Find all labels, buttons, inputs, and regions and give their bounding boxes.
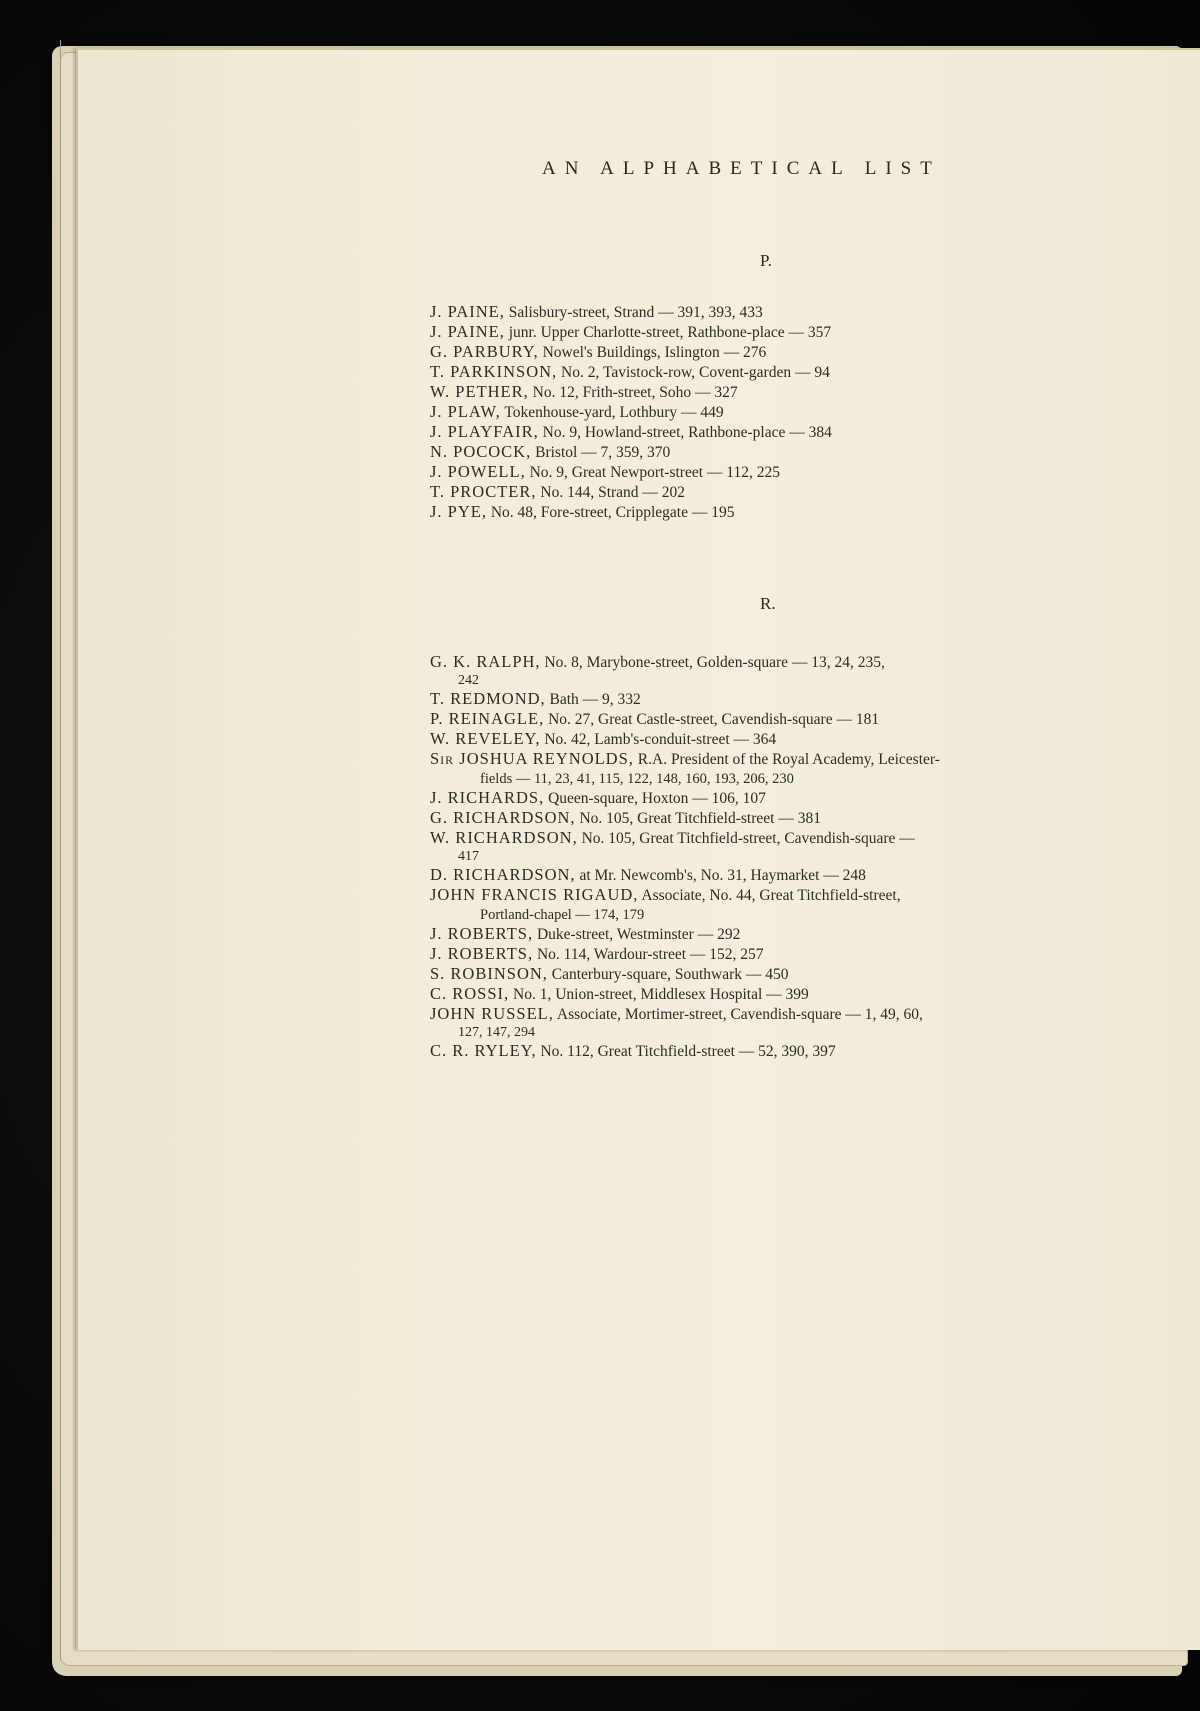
list-entry: T. REDMOND, Bath — 9, 332 <box>430 689 641 708</box>
list-entry: J. PYE, No. 48, Fore-street, Cripplegate — 195 <box>430 502 735 521</box>
list-entry: J. PLAYFAIR, No. 9, Howland-street, Rathbone-place — 384 <box>430 422 832 441</box>
list-entry: S. ROBINSON, Canterbury-square, Southwark — 450 <box>430 964 789 983</box>
list-entry: N. POCOCK, Bristol — 7, 359, 370 <box>430 442 671 461</box>
list-entry: T. PARKINSON, No. 2, Tavistock-row, Covent-garden — 94 <box>430 362 830 381</box>
list-entry: J. PAINE, junr. Upper Charlotte-street, Rathbone-place — 357 <box>430 322 832 341</box>
list-entry: W. REVELEY, No. 42, Lamb's-conduit-street — 364 <box>430 729 777 748</box>
list-entry: J. RICHARDS, Queen-square, Hoxton — 106, 107 <box>430 788 766 807</box>
list-entry: C. R. RYLEY, No. 112, Great Titchfield-street — 52, 390, 397 <box>430 1041 836 1060</box>
list-entry: W. RICHARDSON, No. 105, Great Titchfield-street, Cavendish-square — 417 <box>430 828 915 864</box>
list-entry: Sir JOSHUA REYNOLDS, R.A. President of the Royal Academy, Leicester- fields — 11, 23, 41, 115, 122, 148, 160, 193, 206, 230 <box>430 749 940 787</box>
list-entry: P. REINAGLE, No. 27, Great Castle-street, Cavendish-square — 181 <box>430 709 880 728</box>
page-header-title: AN ALPHABETICAL LIST <box>542 158 941 179</box>
list-entry: T. PROCTER, No. 144, Strand — 202 <box>430 482 686 501</box>
list-entry: G. RICHARDSON, No. 105, Great Titchfield-street — 381 <box>430 808 821 827</box>
list-entry: C. ROSSI, No. 1, Union-street, Middlesex Hospital — 399 <box>430 984 809 1003</box>
entries-list-p <box>430 302 1130 522</box>
list-entry: JOHN RUSSEL, Associate, Mortimer-street, Cavendish-square — 1, 49, 60, 127, 147, 294 <box>430 1004 923 1040</box>
section-heading-r: R. <box>760 594 776 613</box>
list-entry: J. POWELL, No. 9, Great Newport-street — 112, 225 <box>430 462 780 481</box>
list-entry: W. PETHER, No. 12, Frith-street, Soho — 327 <box>430 382 738 401</box>
list-entry: D. RICHARDSON, at Mr. Newcomb's, No. 31, Haymarket — 248 <box>430 865 866 884</box>
list-entry: G. PARBURY, Nowel's Buildings, Islington — 276 <box>430 342 767 361</box>
list-entry: J. PLAW, Tokenhouse-yard, Lothbury — 449 <box>430 402 724 421</box>
list-entry: J. ROBERTS, Duke-street, Westminster — 292 <box>430 924 741 943</box>
list-entry: JOHN FRANCIS RIGAUD, Associate, No. 44, Great Titchfield-street, Portland-chapel — 174, 179 <box>430 885 901 923</box>
list-entry: G. K. RALPH, No. 8, Marybone-street, Golden-square — 13, 24, 235, 242 <box>430 652 885 688</box>
entries-list-r <box>430 652 1130 1061</box>
list-entry: J. PAINE, Salisbury-street, Strand — 391, 393, 433 <box>430 302 763 321</box>
list-entry: J. ROBERTS, No. 114, Wardour-street — 152, 257 <box>430 944 764 963</box>
section-heading-p: P. <box>760 251 772 270</box>
